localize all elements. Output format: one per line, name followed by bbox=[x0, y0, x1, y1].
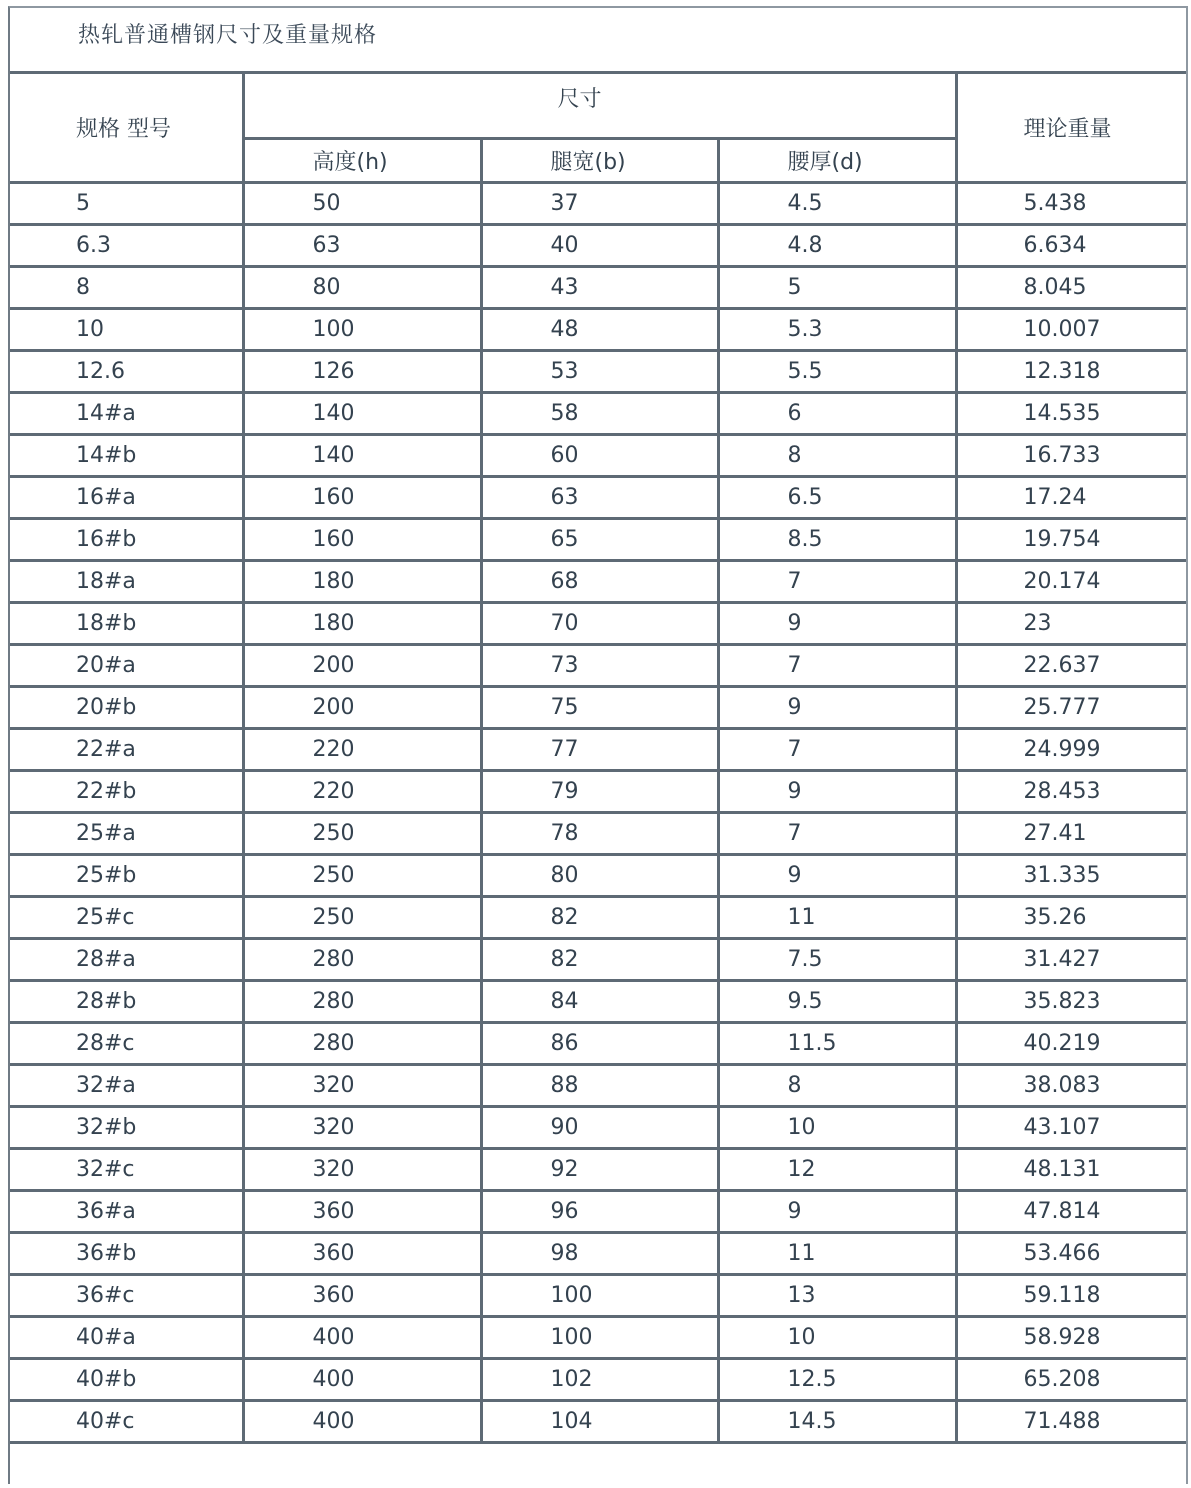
cell-weight: 65.208 bbox=[956, 1358, 1186, 1400]
cell-weight: 31.335 bbox=[956, 854, 1186, 896]
cell-height: 250 bbox=[243, 812, 481, 854]
cell-model: 25#b bbox=[10, 854, 243, 896]
cell-weight: 22.637 bbox=[956, 644, 1186, 686]
cell-model: 28#b bbox=[10, 980, 243, 1022]
table-row bbox=[10, 518, 1186, 560]
cell-leg-width: 104 bbox=[481, 1400, 718, 1442]
cell-height: 126 bbox=[243, 350, 481, 392]
cell-leg-width: 96 bbox=[481, 1190, 718, 1232]
cell-web-thickness: 9 bbox=[718, 854, 956, 896]
table-row bbox=[10, 1232, 1186, 1274]
cell-height: 320 bbox=[243, 1064, 481, 1106]
cell-web-thickness: 11 bbox=[718, 1232, 956, 1274]
cell-height: 360 bbox=[243, 1274, 481, 1316]
table-row bbox=[10, 1106, 1186, 1148]
cell-model: 28#c bbox=[10, 1022, 243, 1064]
table-row bbox=[10, 1148, 1186, 1190]
cell-leg-width: 60 bbox=[481, 434, 718, 476]
cell-height: 140 bbox=[243, 434, 481, 476]
cell-model: 25#c bbox=[10, 896, 243, 938]
cell-weight: 59.118 bbox=[956, 1274, 1186, 1316]
table-row bbox=[10, 854, 1186, 896]
cell-model: 32#a bbox=[10, 1064, 243, 1106]
cell-leg-width: 53 bbox=[481, 350, 718, 392]
cell-height: 220 bbox=[243, 770, 481, 812]
header-row-top bbox=[10, 74, 1186, 138]
cell-weight: 28.453 bbox=[956, 770, 1186, 812]
cell-leg-width: 58 bbox=[481, 392, 718, 434]
cell-leg-width: 100 bbox=[481, 1316, 718, 1358]
cell-web-thickness: 8 bbox=[718, 1064, 956, 1106]
cell-height: 360 bbox=[243, 1190, 481, 1232]
cell-web-thickness: 7.5 bbox=[718, 938, 956, 980]
cell-weight: 53.466 bbox=[956, 1232, 1186, 1274]
channel-steel-spec-table bbox=[10, 74, 1186, 1444]
table-row bbox=[10, 686, 1186, 728]
table-row bbox=[10, 560, 1186, 602]
cell-weight: 25.777 bbox=[956, 686, 1186, 728]
cell-weight: 27.41 bbox=[956, 812, 1186, 854]
cell-web-thickness: 11 bbox=[718, 896, 956, 938]
table-row bbox=[10, 1022, 1186, 1064]
cell-height: 220 bbox=[243, 728, 481, 770]
cell-leg-width: 63 bbox=[481, 476, 718, 518]
table-row bbox=[10, 812, 1186, 854]
cell-web-thickness: 12 bbox=[718, 1148, 956, 1190]
cell-weight: 58.928 bbox=[956, 1316, 1186, 1358]
cell-web-thickness: 8 bbox=[718, 434, 956, 476]
cell-model: 18#a bbox=[10, 560, 243, 602]
table-row bbox=[10, 434, 1186, 476]
table-row bbox=[10, 266, 1186, 308]
cell-leg-width: 88 bbox=[481, 1064, 718, 1106]
cell-web-thickness: 6.5 bbox=[718, 476, 956, 518]
cell-web-thickness: 14.5 bbox=[718, 1400, 956, 1442]
cell-height: 400 bbox=[243, 1358, 481, 1400]
cell-model: 22#a bbox=[10, 728, 243, 770]
cell-height: 400 bbox=[243, 1400, 481, 1442]
cell-weight: 24.999 bbox=[956, 728, 1186, 770]
cell-height: 180 bbox=[243, 602, 481, 644]
header-web-thickness: 腰厚(d) bbox=[718, 138, 956, 182]
cell-height: 100 bbox=[243, 308, 481, 350]
cell-height: 320 bbox=[243, 1106, 481, 1148]
table-row bbox=[10, 1190, 1186, 1232]
cell-height: 280 bbox=[243, 938, 481, 980]
cell-model: 16#a bbox=[10, 476, 243, 518]
cell-web-thickness: 12.5 bbox=[718, 1358, 956, 1400]
cell-web-thickness: 9 bbox=[718, 686, 956, 728]
cell-leg-width: 86 bbox=[481, 1022, 718, 1064]
cell-leg-width: 78 bbox=[481, 812, 718, 854]
cell-model: 5 bbox=[10, 182, 243, 224]
header-dimensions: 尺寸 bbox=[243, 74, 956, 138]
table-row bbox=[10, 770, 1186, 812]
cell-height: 250 bbox=[243, 854, 481, 896]
cell-model: 28#a bbox=[10, 938, 243, 980]
cell-model: 14#a bbox=[10, 392, 243, 434]
cell-model: 8 bbox=[10, 266, 243, 308]
table-header bbox=[10, 74, 1186, 182]
cell-weight: 5.438 bbox=[956, 182, 1186, 224]
cell-weight: 10.007 bbox=[956, 308, 1186, 350]
table-row bbox=[10, 1400, 1186, 1442]
cell-weight: 8.045 bbox=[956, 266, 1186, 308]
cell-leg-width: 82 bbox=[481, 896, 718, 938]
cell-web-thickness: 5.5 bbox=[718, 350, 956, 392]
cell-weight: 35.823 bbox=[956, 980, 1186, 1022]
cell-height: 50 bbox=[243, 182, 481, 224]
cell-model: 32#b bbox=[10, 1106, 243, 1148]
cell-model: 10 bbox=[10, 308, 243, 350]
cell-height: 280 bbox=[243, 980, 481, 1022]
table-row bbox=[10, 350, 1186, 392]
table-row bbox=[10, 1316, 1186, 1358]
table-row bbox=[10, 1358, 1186, 1400]
cell-weight: 6.634 bbox=[956, 224, 1186, 266]
cell-web-thickness: 13 bbox=[718, 1274, 956, 1316]
cell-model: 14#b bbox=[10, 434, 243, 476]
cell-leg-width: 79 bbox=[481, 770, 718, 812]
cell-weight: 71.488 bbox=[956, 1400, 1186, 1442]
cell-height: 80 bbox=[243, 266, 481, 308]
table-body bbox=[10, 182, 1186, 1442]
header-height: 高度(h) bbox=[243, 138, 481, 182]
cell-weight: 35.26 bbox=[956, 896, 1186, 938]
table-row bbox=[10, 980, 1186, 1022]
cell-leg-width: 98 bbox=[481, 1232, 718, 1274]
cell-height: 250 bbox=[243, 896, 481, 938]
cell-web-thickness: 9 bbox=[718, 602, 956, 644]
cell-leg-width: 73 bbox=[481, 644, 718, 686]
cell-web-thickness: 5 bbox=[718, 266, 956, 308]
cell-weight: 16.733 bbox=[956, 434, 1186, 476]
cell-leg-width: 102 bbox=[481, 1358, 718, 1400]
cell-leg-width: 70 bbox=[481, 602, 718, 644]
table-row bbox=[10, 476, 1186, 518]
cell-web-thickness: 10 bbox=[718, 1106, 956, 1148]
cell-model: 25#a bbox=[10, 812, 243, 854]
cell-weight: 12.318 bbox=[956, 350, 1186, 392]
table-row bbox=[10, 1274, 1186, 1316]
cell-weight: 38.083 bbox=[956, 1064, 1186, 1106]
cell-height: 400 bbox=[243, 1316, 481, 1358]
cell-web-thickness: 7 bbox=[718, 728, 956, 770]
cell-leg-width: 90 bbox=[481, 1106, 718, 1148]
cell-leg-width: 82 bbox=[481, 938, 718, 980]
cell-model: 36#b bbox=[10, 1232, 243, 1274]
cell-web-thickness: 4.8 bbox=[718, 224, 956, 266]
cell-model: 40#c bbox=[10, 1400, 243, 1442]
cell-web-thickness: 8.5 bbox=[718, 518, 956, 560]
cell-height: 63 bbox=[243, 224, 481, 266]
cell-model: 20#a bbox=[10, 644, 243, 686]
table-row bbox=[10, 1064, 1186, 1106]
cell-web-thickness: 7 bbox=[718, 560, 956, 602]
cell-model: 6.3 bbox=[10, 224, 243, 266]
cell-model: 40#a bbox=[10, 1316, 243, 1358]
cell-leg-width: 84 bbox=[481, 980, 718, 1022]
table-row bbox=[10, 308, 1186, 350]
cell-web-thickness: 5.3 bbox=[718, 308, 956, 350]
cell-model: 22#b bbox=[10, 770, 243, 812]
cell-height: 320 bbox=[243, 1148, 481, 1190]
cell-weight: 43.107 bbox=[956, 1106, 1186, 1148]
cell-model: 32#c bbox=[10, 1148, 243, 1190]
cell-leg-width: 100 bbox=[481, 1274, 718, 1316]
cell-height: 160 bbox=[243, 476, 481, 518]
cell-weight: 14.535 bbox=[956, 392, 1186, 434]
cell-model: 18#b bbox=[10, 602, 243, 644]
cell-web-thickness: 7 bbox=[718, 644, 956, 686]
cell-leg-width: 43 bbox=[481, 266, 718, 308]
cell-leg-width: 37 bbox=[481, 182, 718, 224]
cell-web-thickness: 9.5 bbox=[718, 980, 956, 1022]
spec-sheet bbox=[8, 6, 1188, 1484]
table-row bbox=[10, 182, 1186, 224]
cell-leg-width: 48 bbox=[481, 308, 718, 350]
cell-leg-width: 40 bbox=[481, 224, 718, 266]
cell-height: 360 bbox=[243, 1232, 481, 1274]
table-row bbox=[10, 938, 1186, 980]
header-leg-width: 腿宽(b) bbox=[481, 138, 718, 182]
cell-weight: 23 bbox=[956, 602, 1186, 644]
cell-weight: 40.219 bbox=[956, 1022, 1186, 1064]
cell-model: 12.6 bbox=[10, 350, 243, 392]
cell-leg-width: 77 bbox=[481, 728, 718, 770]
cell-web-thickness: 7 bbox=[718, 812, 956, 854]
cell-web-thickness: 11.5 bbox=[718, 1022, 956, 1064]
cell-height: 160 bbox=[243, 518, 481, 560]
cell-weight: 47.814 bbox=[956, 1190, 1186, 1232]
cell-weight: 20.174 bbox=[956, 560, 1186, 602]
cell-web-thickness: 4.5 bbox=[718, 182, 956, 224]
table-row bbox=[10, 728, 1186, 770]
table-row bbox=[10, 392, 1186, 434]
table-row bbox=[10, 602, 1186, 644]
cell-height: 200 bbox=[243, 686, 481, 728]
table-row bbox=[10, 644, 1186, 686]
cell-height: 200 bbox=[243, 644, 481, 686]
cell-model: 36#c bbox=[10, 1274, 243, 1316]
title-bar bbox=[10, 8, 1186, 74]
cell-leg-width: 75 bbox=[481, 686, 718, 728]
cell-weight: 31.427 bbox=[956, 938, 1186, 980]
cell-weight: 48.131 bbox=[956, 1148, 1186, 1190]
cell-weight: 19.754 bbox=[956, 518, 1186, 560]
cell-web-thickness: 9 bbox=[718, 770, 956, 812]
cell-leg-width: 68 bbox=[481, 560, 718, 602]
cell-height: 140 bbox=[243, 392, 481, 434]
cell-leg-width: 92 bbox=[481, 1148, 718, 1190]
table-row bbox=[10, 224, 1186, 266]
cell-web-thickness: 6 bbox=[718, 392, 956, 434]
cell-weight: 17.24 bbox=[956, 476, 1186, 518]
cell-web-thickness: 9 bbox=[718, 1190, 956, 1232]
cell-leg-width: 65 bbox=[481, 518, 718, 560]
table-row bbox=[10, 896, 1186, 938]
cell-height: 280 bbox=[243, 1022, 481, 1064]
cell-model: 36#a bbox=[10, 1190, 243, 1232]
cell-height: 180 bbox=[243, 560, 481, 602]
page-title: 热轧普通槽钢尺寸及重量规格 bbox=[78, 23, 378, 48]
cell-model: 16#b bbox=[10, 518, 243, 560]
header-spec-model: 规格 型号 bbox=[10, 74, 243, 182]
cell-web-thickness: 10 bbox=[718, 1316, 956, 1358]
cell-model: 40#b bbox=[10, 1358, 243, 1400]
cell-leg-width: 80 bbox=[481, 854, 718, 896]
cell-model: 20#b bbox=[10, 686, 243, 728]
header-theoretical-weight: 理论重量 bbox=[956, 74, 1186, 182]
